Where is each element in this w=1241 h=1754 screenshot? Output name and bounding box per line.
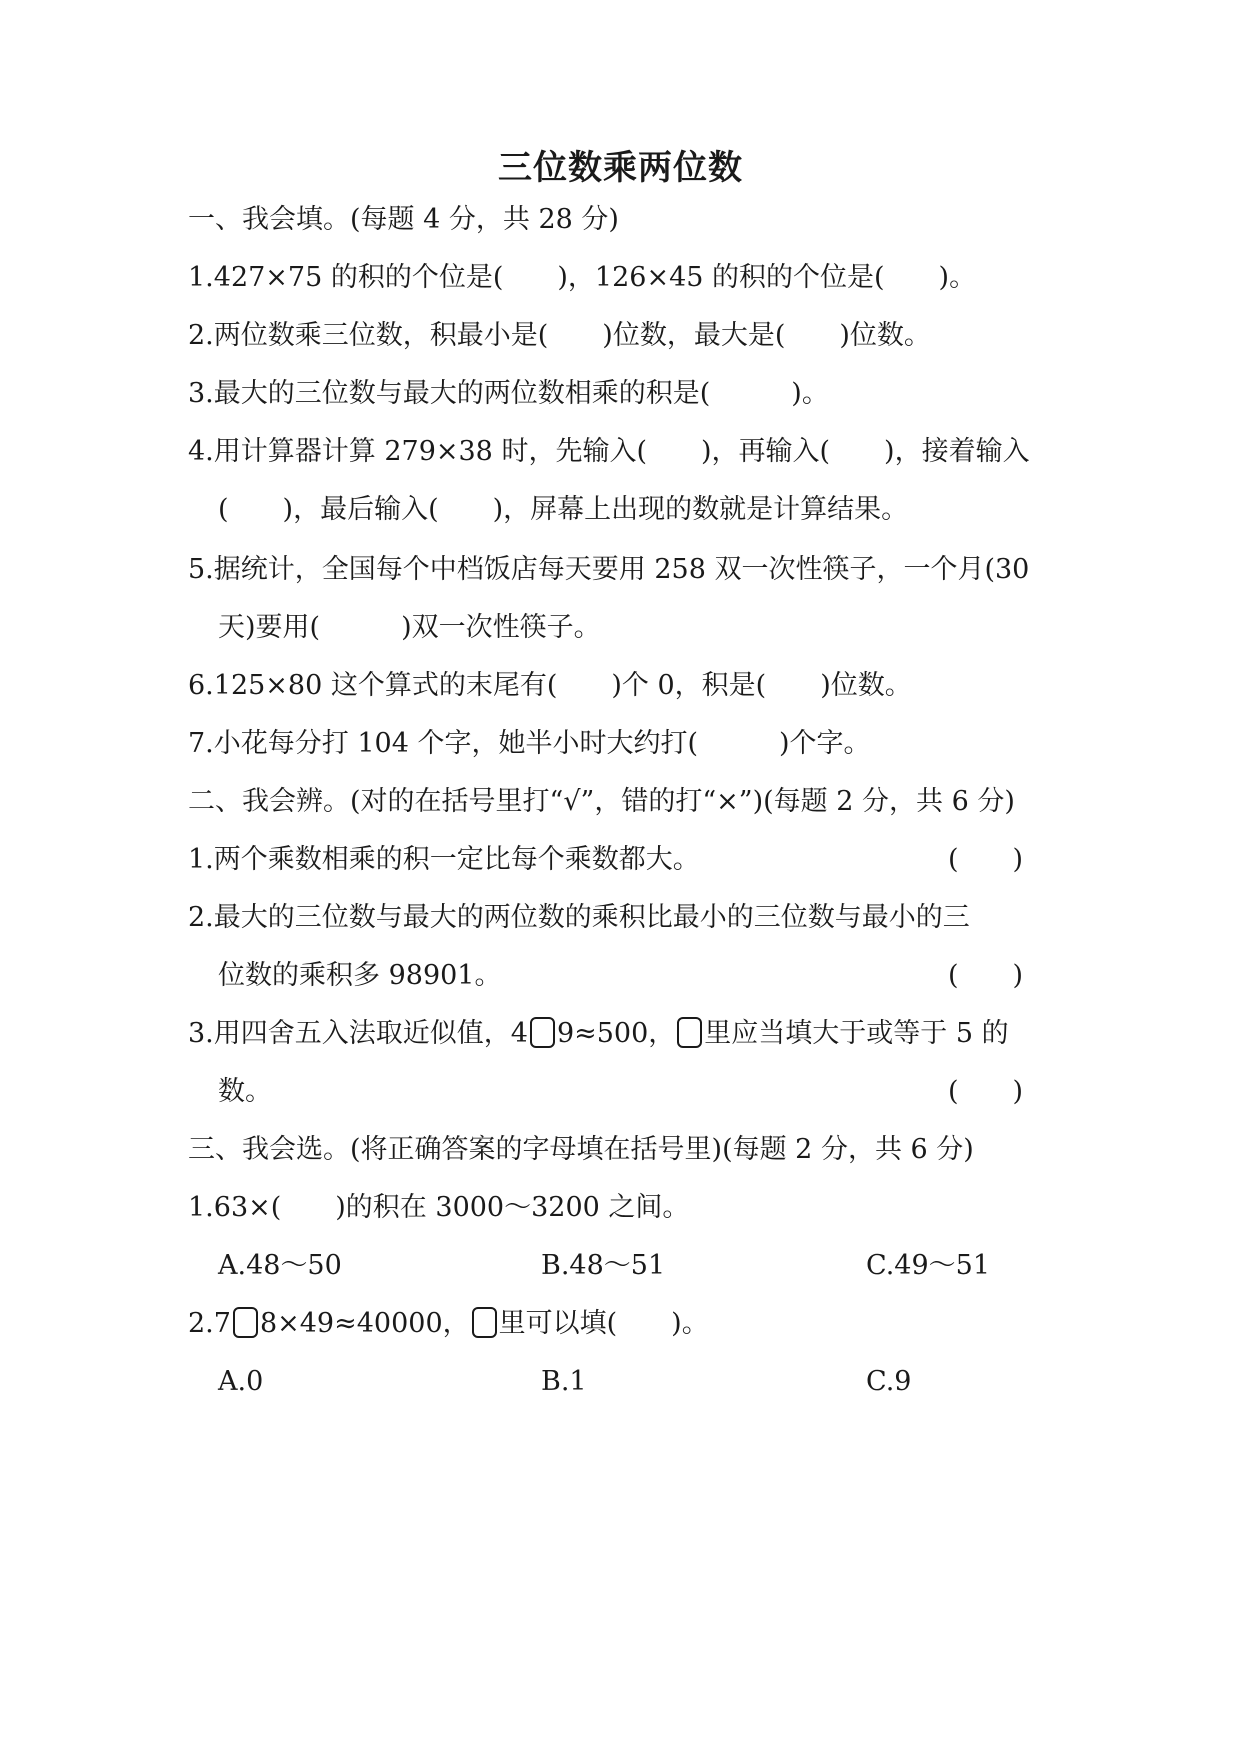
s2-question-2-line-1: 2.最大的三位数与最大的两位数的乘积比最小的三位数与最小的三	[188, 902, 970, 933]
s3-q1-option-a: A.48～50	[218, 1250, 342, 1281]
s3-q2-option-c: C.9	[866, 1366, 912, 1397]
s1-question-5-line-2: 天)要用( )双一次性筷子。	[218, 612, 601, 643]
s3-q2-mid: 8×49≈40000，	[259, 1308, 470, 1339]
s3-q2-suffix: 里可以填( )。	[498, 1308, 709, 1339]
s1-question-6: 6.125×80 这个算式的末尾有( )个 0，积是( )位数。	[188, 670, 912, 701]
s1-question-4-line-1: 4.用计算器计算 279×38 时，先输入( )，再输入( )，接着输入	[188, 436, 1030, 467]
s1-question-2: 2.两位数乘三位数，积最小是( )位数，最大是( )位数。	[188, 320, 931, 351]
blank-box	[530, 1017, 555, 1048]
s1-question-7: 7.小花每分打 104 个字，她半小时大约打( )个字。	[188, 728, 871, 759]
s2-question-1: 1.两个乘数相乘的积一定比每个乘数都大。	[188, 844, 700, 875]
page-title: 三位数乘两位数	[498, 148, 743, 188]
s3-q2-prefix: 2.7	[188, 1308, 231, 1339]
s2-question-3-line-1	[188, 1014, 1009, 1054]
s2-answer-paren-3: ( )	[948, 1076, 1024, 1107]
section-3-heading: 三、我会选。(将正确答案的字母填在括号里)(每题 2 分，共 6 分)	[188, 1134, 974, 1165]
s2-question-3-line-2: 数。	[218, 1076, 272, 1107]
s3-q2-option-a: A.0	[218, 1366, 264, 1397]
s2-q3-prefix: 3.用四舍五入法取近似值，4	[188, 1018, 528, 1049]
s2-answer-paren-1: ( )	[948, 844, 1024, 875]
s1-question-5-line-1: 5.据统计，全国每个中档饭店每天要用 258 双一次性筷子，一个月(30	[188, 554, 1030, 585]
s1-question-4-line-2: ( )，最后输入( )，屏幕上出现的数就是计算结果。	[218, 494, 909, 525]
s1-question-1: 1.427×75 的积的个位是( )，126×45 的积的个位是( )。	[188, 262, 977, 293]
s2-q3-mid: 9≈500，	[556, 1018, 676, 1049]
s3-question-2	[188, 1304, 709, 1344]
s3-q1-option-b: B.48～51	[541, 1250, 666, 1281]
blank-box	[472, 1307, 497, 1338]
s2-q3-suffix: 里应当填大于或等于 5 的	[704, 1018, 1009, 1049]
blank-box	[233, 1307, 258, 1338]
s3-q2-option-b: B.1	[541, 1366, 587, 1397]
s3-question-1: 1.63×( )的积在 3000～3200 之间。	[188, 1192, 690, 1223]
s2-answer-paren-2: ( )	[948, 960, 1024, 991]
s3-q1-option-c: C.49～51	[866, 1250, 990, 1281]
section-2-heading: 二、我会辨。(对的在括号里打“√”，错的打“×”)(每题 2 分，共 6 分)	[188, 786, 1015, 817]
s1-question-3: 3.最大的三位数与最大的两位数相乘的积是( )。	[188, 378, 829, 409]
blank-box	[677, 1017, 702, 1048]
s2-question-2-line-2: 位数的乘积多 98901。	[218, 960, 502, 991]
section-1-heading: 一、我会填。(每题 4 分，共 28 分)	[188, 204, 619, 235]
